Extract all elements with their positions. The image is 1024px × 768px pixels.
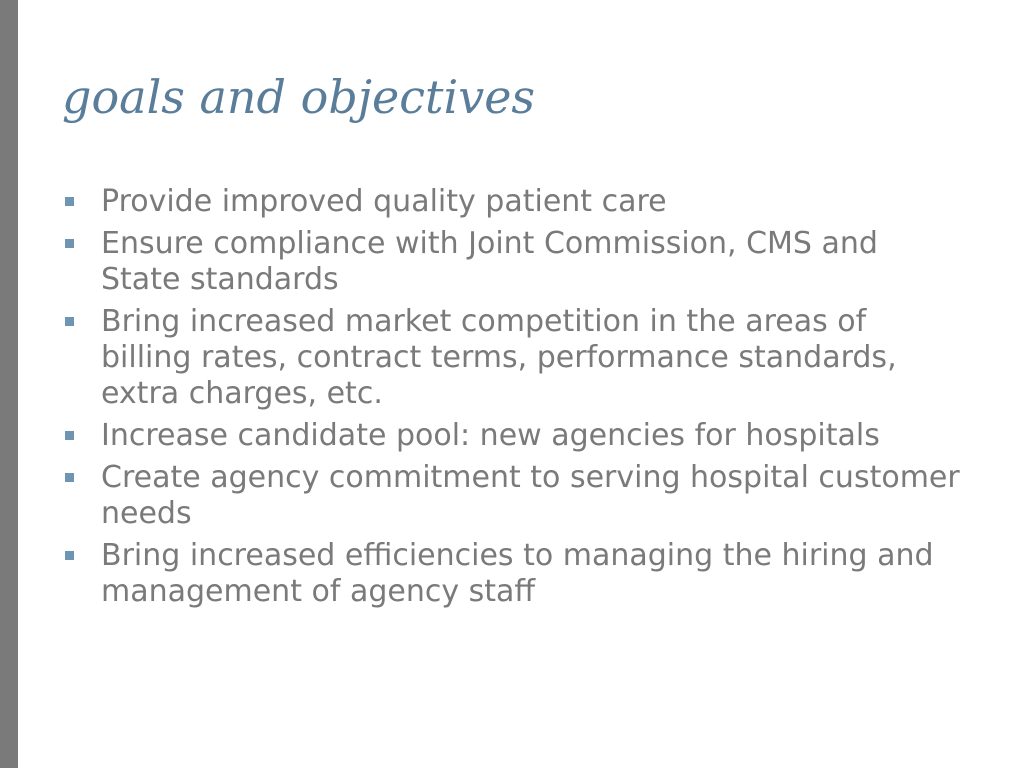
- bullet-text: Provide improved quality patient care: [101, 184, 667, 219]
- square-bullet-icon: [65, 197, 74, 206]
- square-bullet-icon: [65, 317, 74, 326]
- square-bullet-icon: [65, 239, 74, 248]
- bullet-text: Ensure compliance with Joint Commission, CMS and State standards: [101, 226, 878, 297]
- square-bullet-icon: [65, 431, 74, 440]
- bullet-item: [62, 538, 962, 610]
- bullet-item: [62, 184, 962, 220]
- bullet-text: Bring increased efficiencies to managing the hiring and management of agency staff: [101, 538, 934, 609]
- bullet-list: [62, 184, 962, 616]
- slide-title: goals and objectives: [62, 70, 536, 124]
- bullet-text: Increase candidate pool: new agencies for hospitals: [101, 418, 880, 453]
- square-bullet-icon: [65, 551, 74, 560]
- bullet-text: Create agency commitment to serving hospital customer needs: [101, 460, 960, 531]
- side-accent-bar: [0, 0, 18, 768]
- bullet-item: [62, 418, 962, 454]
- bullet-text: Bring increased market competition in the areas of billing rates, contract terms, performance standards, extra charges, etc.: [101, 304, 897, 411]
- bullet-item: [62, 304, 962, 412]
- bullet-item: [62, 226, 962, 298]
- square-bullet-icon: [65, 473, 74, 482]
- bullet-item: [62, 460, 962, 532]
